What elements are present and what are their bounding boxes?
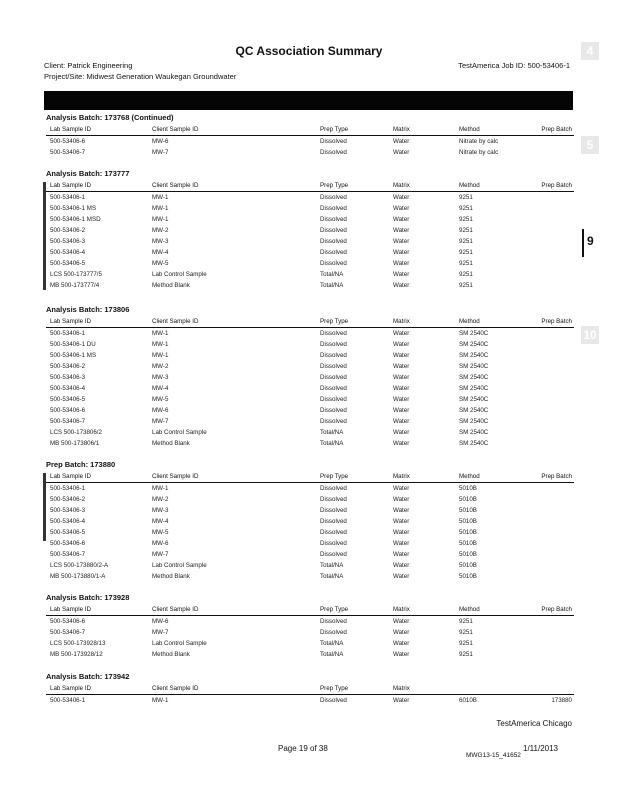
cell-matrix: Water xyxy=(393,227,410,234)
cell-client-id: MW-7 xyxy=(152,418,169,425)
cell-method: 9251 xyxy=(459,651,473,658)
cell-lab-id: 500-53406-3 xyxy=(50,238,86,245)
cell-client-id: Method Blank xyxy=(152,282,190,289)
project-site: Project/Site: Midwest Generation Waukegan Groundwater xyxy=(44,72,237,81)
col-lab-sample-id: Lab Sample ID xyxy=(50,685,91,692)
col-client-sample-id: Client Sample ID xyxy=(152,685,199,692)
cell-matrix: Water xyxy=(393,551,410,558)
table-row xyxy=(46,438,574,449)
cell-method: 9251 xyxy=(459,260,473,267)
cell-prep: Total/NA xyxy=(320,651,344,658)
cell-lab-id: 500-53406-2 xyxy=(50,496,86,503)
cell-client-id: Lab Control Sample xyxy=(152,271,207,278)
cell-method: SM 2540C xyxy=(459,396,489,403)
cell-lab-id: 500-53406-7 xyxy=(50,629,86,636)
cell-client-id: MW-2 xyxy=(152,363,169,370)
cell-matrix: Water xyxy=(393,618,410,625)
cell-lab-id: 500-53406-1 xyxy=(50,697,86,704)
section-title: Analysis Batch: 173928 xyxy=(46,593,130,602)
cell-matrix: Water xyxy=(393,640,410,647)
table-row xyxy=(46,361,574,372)
cell-lab-id: 500-53406-4 xyxy=(50,385,86,392)
page-title: QC Association Summary xyxy=(235,44,383,58)
cell-prep: Dissolved xyxy=(320,216,347,223)
cell-matrix: Water xyxy=(393,529,410,536)
cell-lab-id: MB 500-173777/4 xyxy=(50,282,100,289)
cell-method: 9251 xyxy=(459,618,473,625)
col-matrix: Matrix xyxy=(393,318,410,325)
table-row xyxy=(46,339,574,350)
table-header xyxy=(46,316,574,328)
cell-method: 5010B xyxy=(459,540,477,547)
side-tab-4: 4 xyxy=(581,42,599,60)
section-title: Analysis Batch: 173777 xyxy=(46,169,130,178)
cell-lab-id: 500-53406-6 xyxy=(50,138,86,145)
cell-method: 9251 xyxy=(459,249,473,256)
footer-page-number: Page 19 of 38 xyxy=(278,744,328,753)
col-client-sample-id: Client Sample ID xyxy=(152,606,199,613)
cell-method: 5010B xyxy=(459,518,477,525)
table-row xyxy=(46,328,574,339)
col-prep-type: Prep Type xyxy=(320,318,349,325)
cell-lab-id: 500-53406-6 xyxy=(50,407,86,414)
table-row xyxy=(46,427,574,438)
cell-method: 9251 xyxy=(459,271,473,278)
cell-prep: Dissolved xyxy=(320,496,347,503)
cell-client-id: MW-5 xyxy=(152,396,169,403)
cell-client-id: MW-7 xyxy=(152,551,169,558)
cell-method: 5010B xyxy=(459,507,477,514)
col-client-sample-id: Client Sample ID xyxy=(152,182,199,189)
col-matrix: Matrix xyxy=(393,473,410,480)
table-header xyxy=(46,180,574,192)
cell-client-id: MW-5 xyxy=(152,529,169,536)
col-matrix: Matrix xyxy=(393,606,410,613)
cell-prep: Dissolved xyxy=(320,618,347,625)
cell-method: SM 2540C xyxy=(459,418,489,425)
cell-client-id: MW-4 xyxy=(152,249,169,256)
cell-lab-id: 500-53406-3 xyxy=(50,507,86,514)
cell-matrix: Water xyxy=(393,341,410,348)
cell-matrix: Water xyxy=(393,418,410,425)
table-row xyxy=(46,383,574,394)
cell-prep: Dissolved xyxy=(320,238,347,245)
cell-prep: Dissolved xyxy=(320,363,347,370)
table-row xyxy=(46,538,574,549)
table-row xyxy=(46,225,574,236)
section-analysis-batch-173777 xyxy=(46,168,574,291)
cell-prep: Dissolved xyxy=(320,485,347,492)
col-prep-batch: Prep Batch xyxy=(541,182,572,189)
table-header xyxy=(46,683,574,695)
cell-matrix: Water xyxy=(393,205,410,212)
cell-client-id: MW-1 xyxy=(152,352,169,359)
col-method: Method xyxy=(459,606,480,613)
cell-client-id: MW-5 xyxy=(152,260,169,267)
cell-client-id: Lab Control Sample xyxy=(152,640,207,647)
cell-client-id: MW-3 xyxy=(152,507,169,514)
cell-method: 5010B xyxy=(459,562,477,569)
table-row xyxy=(46,649,574,660)
col-lab-sample-id: Lab Sample ID xyxy=(50,318,91,325)
cell-lab-id: LCS 500-173928/13 xyxy=(50,640,106,647)
table-row xyxy=(46,616,574,627)
cell-matrix: Water xyxy=(393,238,410,245)
cell-lab-id: 500-53406-2 xyxy=(50,227,86,234)
cell-matrix: Water xyxy=(393,429,410,436)
cell-matrix: Water xyxy=(393,271,410,278)
col-method: Method xyxy=(459,182,480,189)
cell-client-id: MW-3 xyxy=(152,238,169,245)
col-prep-batch: Prep Batch xyxy=(541,126,572,133)
table-row xyxy=(46,147,574,158)
cell-matrix: Water xyxy=(393,352,410,359)
cell-matrix: Water xyxy=(393,629,410,636)
cell-prep: Dissolved xyxy=(320,418,347,425)
cell-prep: Total/NA xyxy=(320,640,344,647)
footer-date: 1/11/2013 xyxy=(523,744,558,753)
table-row xyxy=(46,247,574,258)
table-row xyxy=(46,192,574,203)
cell-method: 9251 xyxy=(459,640,473,647)
section-analysis-batch-173768 xyxy=(46,112,574,158)
table-row xyxy=(46,571,574,582)
cell-matrix: Water xyxy=(393,496,410,503)
cell-matrix: Water xyxy=(393,518,410,525)
footer-doc-id: MWG13-15_41652 xyxy=(466,752,521,759)
col-prep-batch: Prep Batch xyxy=(541,606,572,613)
cell-client-id: MW-4 xyxy=(152,518,169,525)
cell-method: 9251 xyxy=(459,194,473,201)
cell-client-id: MW-2 xyxy=(152,227,169,234)
cell-prep: Dissolved xyxy=(320,629,347,636)
table-row xyxy=(46,269,574,280)
section-title: Prep Batch: 173880 xyxy=(46,460,116,469)
table-row xyxy=(46,549,574,560)
cell-prep: Total/NA xyxy=(320,562,344,569)
cell-client-id: MW-6 xyxy=(152,540,169,547)
cell-method: SM 2540C xyxy=(459,352,489,359)
table-row xyxy=(46,258,574,269)
cell-lab-id: 500-53406-1 MS xyxy=(50,352,97,359)
cell-prep: Dissolved xyxy=(320,551,347,558)
table-row xyxy=(46,394,574,405)
cell-method: 9251 xyxy=(459,238,473,245)
cell-lab-id: 500-53406-1 xyxy=(50,485,86,492)
section-analysis-batch-173928 xyxy=(46,592,574,660)
cell-lab-id: 500-53406-5 xyxy=(50,260,86,267)
cell-lab-id: 500-53406-5 xyxy=(50,396,86,403)
cell-prep: Total/NA xyxy=(320,282,344,289)
cell-prep: Dissolved xyxy=(320,396,347,403)
table-row xyxy=(46,280,574,291)
cell-method: SM 2540C xyxy=(459,407,489,414)
cell-lab-id: 500-53406-1 xyxy=(50,330,86,337)
col-client-sample-id: Client Sample ID xyxy=(152,318,199,325)
cell-client-id: MW-1 xyxy=(152,330,169,337)
col-prep-type: Prep Type xyxy=(320,182,349,189)
table-row xyxy=(46,136,574,147)
table-row xyxy=(46,627,574,638)
table-row xyxy=(46,483,574,494)
table-header xyxy=(46,604,574,616)
cell-method: SM 2540C xyxy=(459,374,489,381)
cell-method: 9251 xyxy=(459,227,473,234)
col-prep-type: Prep Type xyxy=(320,606,349,613)
cell-matrix: Water xyxy=(393,282,410,289)
cell-client-id: MW-1 xyxy=(152,341,169,348)
cell-client-id: Lab Control Sample xyxy=(152,562,207,569)
cell-client-id: MW-1 xyxy=(152,485,169,492)
table-row xyxy=(46,350,574,361)
footer-company: TestAmerica Chicago xyxy=(496,719,572,728)
cell-lab-id: 500-53406-1 xyxy=(50,194,86,201)
cell-matrix: Water xyxy=(393,249,410,256)
cell-lab-id: 500-53406-7 xyxy=(50,149,86,156)
cell-matrix: Water xyxy=(393,485,410,492)
cell-prep: Dissolved xyxy=(320,194,347,201)
cell-method: Nitrate by calc xyxy=(459,138,499,145)
cell-prep: Dissolved xyxy=(320,540,347,547)
cell-prep: Dissolved xyxy=(320,330,347,337)
cell-matrix: Water xyxy=(393,138,410,145)
cell-matrix: Water xyxy=(393,573,410,580)
cell-client-id: MW-3 xyxy=(152,374,169,381)
col-matrix: Matrix xyxy=(393,126,410,133)
side-tab-5: 5 xyxy=(581,136,599,154)
table-row xyxy=(46,405,574,416)
cell-method: Nitrate by calc xyxy=(459,149,499,156)
col-prep-type: Prep Type xyxy=(320,473,349,480)
cell-client-id: MW-1 xyxy=(152,205,169,212)
table-row xyxy=(46,203,574,214)
cell-client-id: Method Blank xyxy=(152,440,190,447)
cell-method: 9251 xyxy=(459,216,473,223)
cell-method: 9251 xyxy=(459,629,473,636)
cell-method: SM 2540C xyxy=(459,385,489,392)
cell-client-id: MW-1 xyxy=(152,697,169,704)
cell-matrix: Water xyxy=(393,540,410,547)
cell-prep: Dissolved xyxy=(320,507,347,514)
col-method: Method xyxy=(459,318,480,325)
side-tab-10: 10 xyxy=(581,326,599,344)
cell-lab-id: 500-53406-2 xyxy=(50,363,86,370)
cell-matrix: Water xyxy=(393,216,410,223)
cell-method: 5010B xyxy=(459,551,477,558)
cell-lab-id: 500-53406-4 xyxy=(50,518,86,525)
cell-lab-id: LCS 500-173777/5 xyxy=(50,271,102,278)
cell-method: 9251 xyxy=(459,205,473,212)
cell-prep: Dissolved xyxy=(320,249,347,256)
table-header xyxy=(46,124,574,136)
cell-matrix: Water xyxy=(393,260,410,267)
cell-client-id: MW-6 xyxy=(152,138,169,145)
col-lab-sample-id: Lab Sample ID xyxy=(50,473,91,480)
section-analysis-batch-173806 xyxy=(46,304,574,449)
table-row xyxy=(46,236,574,247)
cell-prep-batch: 173880 xyxy=(551,697,572,704)
cell-method: 5010B xyxy=(459,529,477,536)
cell-client-id: Method Blank xyxy=(152,651,190,658)
table-row xyxy=(46,372,574,383)
job-id: TestAmerica Job ID: 500-53406-1 xyxy=(458,61,570,70)
cell-client-id: Method Blank xyxy=(152,573,190,580)
cell-method: SM 2540C xyxy=(459,330,489,337)
cell-client-id: MW-1 xyxy=(152,194,169,201)
cell-matrix: Water xyxy=(393,330,410,337)
cell-lab-id: 500-53406-3 xyxy=(50,374,86,381)
col-lab-sample-id: Lab Sample ID xyxy=(50,606,91,613)
cell-prep: Dissolved xyxy=(320,518,347,525)
cell-matrix: Water xyxy=(393,507,410,514)
col-method: Method xyxy=(459,126,480,133)
col-prep-batch: Prep Batch xyxy=(541,318,572,325)
cell-method: 9251 xyxy=(459,282,473,289)
cell-prep: Dissolved xyxy=(320,407,347,414)
section-prep-batch-173880 xyxy=(46,459,574,582)
cell-lab-id: LCS 500-173806/2 xyxy=(50,429,102,436)
cell-method: SM 2540C xyxy=(459,440,489,447)
cell-lab-id: MB 500-173806/1 xyxy=(50,440,100,447)
cell-prep: Dissolved xyxy=(320,138,347,145)
cell-prep: Dissolved xyxy=(320,697,347,704)
side-tab-marker xyxy=(582,229,584,257)
cell-client-id: Lab Control Sample xyxy=(152,429,207,436)
col-matrix: Matrix xyxy=(393,182,410,189)
cell-prep: Dissolved xyxy=(320,341,347,348)
cell-lab-id: 500-53406-1 MSD xyxy=(50,216,101,223)
col-method: Method xyxy=(459,473,480,480)
cell-matrix: Water xyxy=(393,651,410,658)
cell-matrix: Water xyxy=(393,407,410,414)
cell-lab-id: 500-53406-6 xyxy=(50,540,86,547)
cell-prep: Total/NA xyxy=(320,271,344,278)
cell-matrix: Water xyxy=(393,385,410,392)
col-prep-type: Prep Type xyxy=(320,685,349,692)
section-title: Analysis Batch: 173768 (Continued) xyxy=(46,113,174,122)
cell-lab-id: 500-53406-4 xyxy=(50,249,86,256)
cell-matrix: Water xyxy=(393,396,410,403)
cell-client-id: MW-1 xyxy=(152,216,169,223)
cell-client-id: MW-7 xyxy=(152,629,169,636)
cell-prep: Dissolved xyxy=(320,352,347,359)
table-header xyxy=(46,471,574,483)
cell-lab-id: 500-53406-1 MS xyxy=(50,205,97,212)
col-prep-type: Prep Type xyxy=(320,126,349,133)
cell-method: 5010B xyxy=(459,496,477,503)
table-row xyxy=(46,505,574,516)
cell-prep: Total/NA xyxy=(320,429,344,436)
table-row xyxy=(46,560,574,571)
cell-matrix: Water xyxy=(393,562,410,569)
cell-lab-id: MB 500-173880/1-A xyxy=(50,573,106,580)
cell-method: SM 2540C xyxy=(459,363,489,370)
table-row xyxy=(46,527,574,538)
cell-client-id: MW-2 xyxy=(152,496,169,503)
cell-matrix: Water xyxy=(393,374,410,381)
cell-prep: Dissolved xyxy=(320,149,347,156)
cell-client-id: MW-6 xyxy=(152,407,169,414)
cell-lab-id: 500-53406-6 xyxy=(50,618,86,625)
cell-client-id: MW-6 xyxy=(152,618,169,625)
col-client-sample-id: Client Sample ID xyxy=(152,473,199,480)
table-row xyxy=(46,516,574,527)
cell-method: SM 2540C xyxy=(459,429,489,436)
section-title: Analysis Batch: 173942 xyxy=(46,672,130,681)
section-title: Analysis Batch: 173806 xyxy=(46,305,130,314)
cell-prep: Dissolved xyxy=(320,205,347,212)
cell-lab-id: 500-53406-1 DU xyxy=(50,341,96,348)
redaction-bar xyxy=(44,91,573,110)
cell-prep: Dissolved xyxy=(320,529,347,536)
cell-prep: Total/NA xyxy=(320,440,344,447)
cell-matrix: Water xyxy=(393,697,410,704)
cell-client-id: MW-7 xyxy=(152,149,169,156)
side-tab-9: 9 xyxy=(587,234,594,248)
table-row xyxy=(46,638,574,649)
col-client-sample-id: Client Sample ID xyxy=(152,126,199,133)
table-row xyxy=(46,695,574,706)
cell-prep: Dissolved xyxy=(320,260,347,267)
cell-lab-id: 500-53406-7 xyxy=(50,551,86,558)
cell-client-id: MW-4 xyxy=(152,385,169,392)
cell-prep: Dissolved xyxy=(320,385,347,392)
cell-matrix: Water xyxy=(393,194,410,201)
cell-prep: Dissolved xyxy=(320,374,347,381)
client-name: Client: Patrick Engineering xyxy=(44,61,133,70)
cell-method: 5010B xyxy=(459,573,477,580)
section-analysis-batch-173942 xyxy=(46,671,574,706)
cell-method: 5010B xyxy=(459,485,477,492)
table-row xyxy=(46,494,574,505)
col-matrix: Matrix xyxy=(393,685,410,692)
cell-lab-id: LCS 500-173880/2-A xyxy=(50,562,109,569)
col-prep-batch: Prep Batch xyxy=(541,473,572,480)
table-row xyxy=(46,214,574,225)
cell-matrix: Water xyxy=(393,363,410,370)
cell-matrix: Water xyxy=(393,149,410,156)
cell-prep: Total/NA xyxy=(320,573,344,580)
table-row xyxy=(46,416,574,427)
cell-prep: Dissolved xyxy=(320,227,347,234)
cell-method: SM 2540C xyxy=(459,341,489,348)
col-lab-sample-id: Lab Sample ID xyxy=(50,182,91,189)
cell-matrix: Water xyxy=(393,440,410,447)
col-lab-sample-id: Lab Sample ID xyxy=(50,126,91,133)
cell-lab-id: 500-53406-7 xyxy=(50,418,86,425)
cell-lab-id: MB 500-173928/12 xyxy=(50,651,103,658)
cell-method: 6010B xyxy=(459,697,477,704)
cell-lab-id: 500-53406-5 xyxy=(50,529,86,536)
